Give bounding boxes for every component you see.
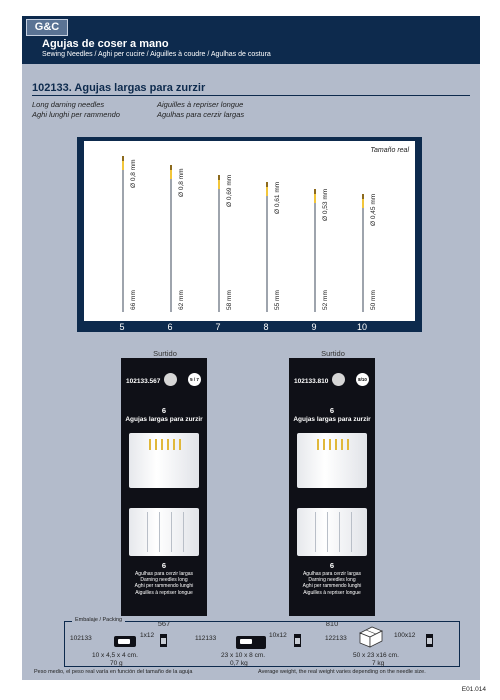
card-product-name: Agujas largas para zurzir: [293, 416, 371, 423]
needle-window-front: [129, 433, 199, 488]
needle-number-label: 7: [215, 322, 221, 332]
pack-count-2: 10x12: [269, 632, 287, 639]
pack-code-3: 122133: [325, 635, 347, 642]
pack-size-2: 23 x 10 x 8 cm.: [221, 652, 266, 659]
page-code: E01.014: [461, 686, 486, 693]
assortment-caption-810: 810: [325, 619, 339, 628]
pack-box-icon: [236, 636, 266, 649]
needle-number-label: 10: [356, 322, 367, 332]
needle-diameter-label: Ø 0,8 mm: [130, 159, 137, 188]
translation-en: Long darning needles: [32, 100, 105, 109]
product-sheet: [22, 16, 480, 680]
card-translations: Agulhas para cerzir largas Darning needles long Aghi per rammendo lunghi Aiguilles à repriser longue: [302, 571, 362, 596]
blister-card-567: [121, 358, 207, 616]
needle-length-label: 50 mm: [370, 290, 377, 310]
header-bar: [22, 16, 480, 64]
assortment-heading-567: Surtido: [153, 349, 177, 358]
title-rule: [32, 95, 470, 96]
needle-number-label: 5: [119, 322, 125, 332]
size-badge: 5 / 7: [188, 373, 201, 386]
needle-length-label: 62 mm: [178, 290, 185, 310]
needle-length-label: 66 mm: [130, 290, 137, 310]
pack-weight-2: 0,7 kg: [230, 660, 248, 667]
category-title: Agujas de coser a mano: [42, 38, 169, 50]
card-code: 102133.567: [126, 378, 161, 385]
needle-window-front: [297, 433, 367, 488]
assortment-caption-567: 567: [157, 619, 171, 628]
pack-code-1: 102133: [70, 635, 92, 642]
weight-note-es: Peso medio, el peso real varía en función del tamaño de la aguja: [34, 669, 193, 675]
pack-size-1: 10 x 4,5 x 4 cm.: [92, 652, 138, 659]
card-back-quantity: 6: [329, 561, 335, 570]
card-code: 102133.810: [294, 378, 329, 385]
brand-logo: G&C: [26, 19, 68, 36]
size-badge: 8/10: [356, 373, 369, 386]
needle-window-back: [129, 508, 199, 556]
pack-size-3: 50 x 23 x16 cm.: [353, 652, 399, 659]
card-product-name: Agujas largas para zurzir: [125, 416, 203, 423]
needle-size-8: [266, 182, 268, 312]
card-icon: [160, 634, 167, 647]
translation-fr: Aiguilles à repriser longue: [157, 100, 244, 109]
needle-size-5: [122, 156, 124, 312]
card-icon: [426, 634, 433, 647]
needle-size-10: [362, 194, 364, 313]
needle-diameter-label: Ø 0,69 mm: [226, 174, 233, 207]
translation-it: Aghi lunghi per rammendo: [32, 110, 120, 119]
needle-number-label: 9: [311, 322, 317, 332]
hang-hole: [164, 373, 177, 386]
product-title: 102133. Agujas largas para zurzir: [32, 82, 206, 94]
needle-length-label: 55 mm: [274, 290, 281, 310]
carton-icon: [358, 625, 384, 649]
needle-window-back: [297, 508, 367, 556]
needle-number-label: 6: [167, 322, 173, 332]
needle-diameter-label: Ø 0,45 mm: [370, 193, 377, 226]
needle-length-label: 58 mm: [226, 290, 233, 310]
assortment-heading-810: Surtido: [321, 349, 345, 358]
needle-number-label: 8: [263, 322, 269, 332]
needle-size-diagram: [77, 137, 422, 332]
packing-title: Embalaje / Packing: [72, 617, 125, 623]
hang-hole: [332, 373, 345, 386]
translation-pt: Agulhas para cerzir largas: [157, 110, 245, 119]
needle-size-9: [314, 189, 316, 312]
needle-size-7: [218, 175, 220, 312]
category-subtitle: Sewing Needles / Aghi per cucire / Aiguilles à coudre / Agulhas de costura: [42, 51, 271, 58]
pack-box-icon: [114, 636, 136, 647]
weight-note-en: Average weight, the real weight varies depending on the needle size.: [258, 669, 426, 675]
actual-size-label: Tamaño real: [370, 147, 409, 154]
card-back-quantity: 6: [161, 561, 167, 570]
needle-size-6: [170, 165, 172, 312]
needle-diameter-label: Ø 0,53 mm: [322, 188, 329, 221]
card-quantity: 6: [329, 406, 335, 415]
pack-weight-3: 7 kg: [372, 660, 385, 667]
needle-length-label: 52 mm: [322, 290, 329, 310]
needle-diameter-label: Ø 0,8 mm: [178, 168, 185, 198]
card-icon: [294, 634, 301, 647]
card-quantity: 6: [161, 406, 167, 415]
pack-weight-1: 70 g: [110, 660, 123, 667]
pack-count-3: 100x12: [394, 632, 416, 639]
pack-code-2: 112133: [195, 635, 217, 642]
pack-count-1: 1x12: [140, 632, 155, 639]
needle-diameter-label: Ø 0,61 mm: [274, 181, 281, 214]
blister-card-810: [289, 358, 375, 616]
card-translations: Agulhas para cerzir largas Darning needles long Aghi per rammendo lunghi Aiguilles à repriser longue: [134, 571, 194, 596]
